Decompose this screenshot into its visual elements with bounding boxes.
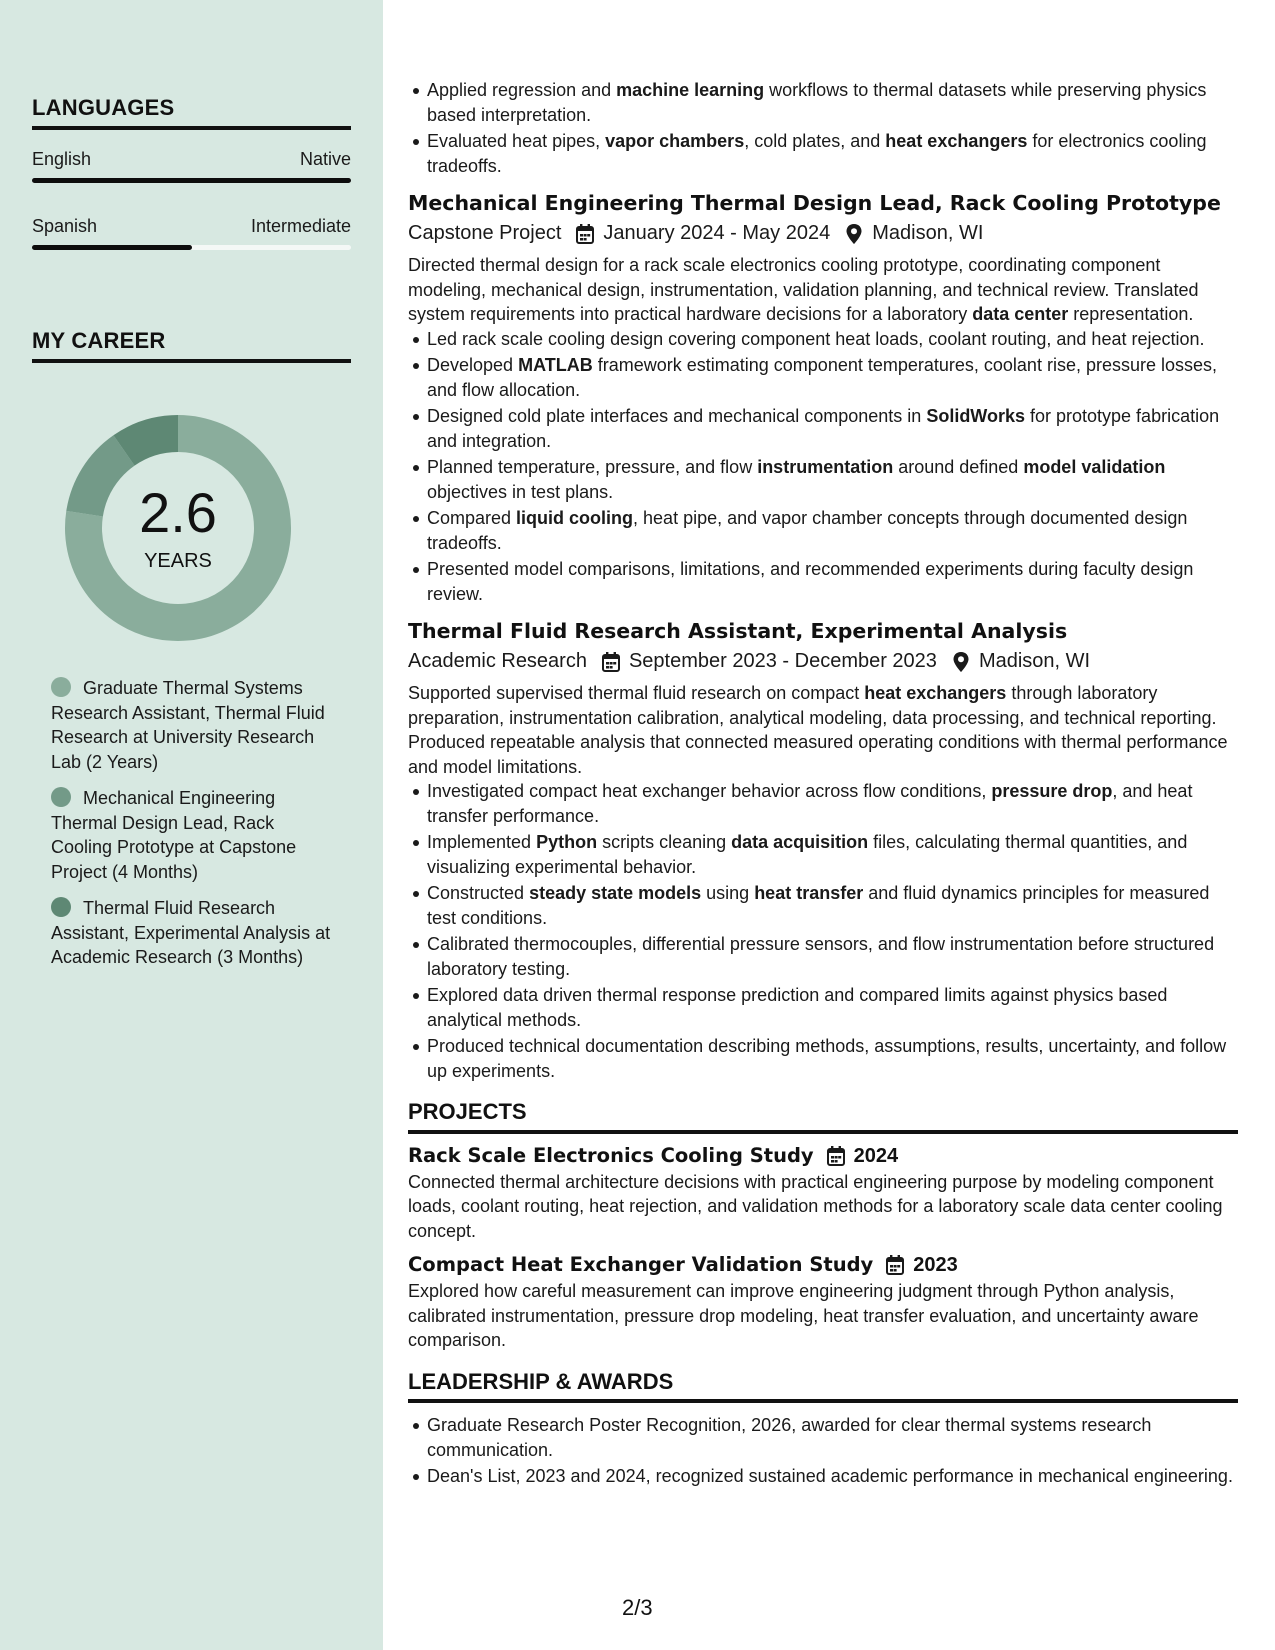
experience-list <box>408 189 1238 1083</box>
language-entry <box>32 149 351 183</box>
text-run: for prototype fabrication and integration. <box>427 406 1220 451</box>
award-item: Graduate Research Poster Recognition, 2026, awarded for clear thermal systems research communication. <box>427 1413 1238 1462</box>
project-title-row <box>408 1251 1238 1279</box>
keyword: MATLAB <box>518 355 593 375</box>
keyword: Python <box>536 832 598 852</box>
job-entry <box>408 189 1238 606</box>
bullet-item <box>427 932 1238 981</box>
language-list <box>32 149 351 250</box>
leadership-heading: LEADERSHIP & AWARDS <box>408 1370 1238 1404</box>
bullet-item <box>427 327 1238 352</box>
bullet-item <box>427 830 1238 879</box>
text-run: Investigated compact heat exchanger behavior across flow conditions, <box>427 781 992 801</box>
text-run: Presented model comparisons, limitations, and recommended experiments during faculty design review. <box>427 559 1194 604</box>
keyword: SolidWorks <box>926 406 1025 426</box>
job-title: Thermal Fluid Research Assistant, Experimental Analysis <box>408 619 1068 643</box>
keyword: heat exchangers <box>885 131 1028 151</box>
career-total-years: 2.6 <box>139 481 217 544</box>
bullet-item <box>427 1034 1238 1083</box>
bullet-item <box>427 129 1238 178</box>
text-run: Calibrated thermocouples, differential pressure sensors, and flow instrumentation before structured laboratory testing. <box>427 934 1215 979</box>
career-legend <box>51 676 331 982</box>
sidebar-content <box>32 95 351 363</box>
language-proficiency-bar <box>32 245 351 250</box>
text-run: through laboratory preparation, instrumentation calibration, analytical modeling, data processing, and technical reporting. Produced repeatable analysis that connected measured operating conditions with thermal performance and model limitations. <box>408 683 1228 777</box>
project-title: Compact Heat Exchanger Validation Study <box>408 1253 874 1276</box>
text-run: Explored data driven thermal response prediction and compared limits against physics based analytical methods. <box>427 985 1168 1030</box>
text-run: Developed <box>427 355 519 375</box>
text-run: and fluid dynamics principles for measured test conditions. <box>427 883 1210 928</box>
text-run: objectives in test plans. <box>427 481 614 502</box>
job-dates: September 2023 - December 2023 <box>628 650 937 672</box>
languages-heading: LANGUAGES <box>32 95 351 130</box>
project-entry <box>408 1142 1238 1244</box>
leadership-list <box>408 1413 1238 1489</box>
text-run: Directed thermal design for a rack scale electronics cooling prototype, coordinating component modeling, mechanical design, instrumentation, validation planning, and technical review. Translated system requirements into practical hardware decisions for a laboratory <box>408 255 1199 324</box>
projects-heading: PROJECTS <box>408 1100 1238 1134</box>
donut-center <box>64 414 292 642</box>
legend-dot-icon <box>51 787 71 807</box>
text-run: workflows to thermal datasets while preserving physics based interpretation. <box>427 80 1207 125</box>
job-bullet-list <box>408 779 1238 1083</box>
job-meta <box>408 219 1238 248</box>
career-total-unit: YEARS <box>144 550 212 572</box>
text-run: using <box>701 883 755 903</box>
career-legend-item <box>51 676 331 774</box>
text-run: Compared <box>427 508 517 528</box>
career-heading: MY CAREER <box>32 328 351 363</box>
project-description: Explored how careful measurement can improve engineering judgment through Python analysis, calibrated instrumentation, pressure drop modeling, heat transfer evaluation, and uncertainty aware comparison. <box>408 1281 1199 1350</box>
text-run: Constructed <box>427 883 530 903</box>
keyword: vapor chambers <box>605 131 745 151</box>
language-row <box>32 149 351 170</box>
job-dates: January 2024 - May 2024 <box>603 222 831 244</box>
job-location: Madison, WI <box>872 222 984 244</box>
sidebar <box>0 0 383 1650</box>
bullet-item <box>427 779 1238 828</box>
bullet-item <box>427 983 1238 1032</box>
keyword: data acquisition <box>731 832 869 852</box>
bullet-item <box>427 353 1238 402</box>
job-organization: Capstone Project <box>408 222 562 244</box>
text-run: Evaluated heat pipes, <box>427 131 606 151</box>
keyword: heat exchangers <box>864 683 1007 703</box>
text-run: Implemented <box>427 832 537 852</box>
language-proficiency-fill <box>32 178 351 183</box>
job-description <box>408 253 1238 327</box>
career-legend-text: Thermal Fluid Research Assistant, Experimental Analysis at Academic Research (3 Months) <box>51 898 331 967</box>
text-run: Led rack scale cooling design covering component heat loads, coolant routing, and heat rejection. <box>427 328 1205 349</box>
keyword: data center <box>972 304 1069 324</box>
keyword: pressure drop <box>991 781 1113 801</box>
calendar-icon <box>885 1254 905 1276</box>
career-legend-text: Mechanical Engineering Thermal Design Lead, Rack Cooling Prototype at Capstone Project (4 Months) <box>51 788 297 882</box>
career-legend-item <box>51 786 331 884</box>
project-year: 2024 <box>853 1144 899 1167</box>
language-name: Spanish <box>32 216 98 236</box>
project-year: 2023 <box>913 1254 958 1276</box>
award-item: Dean's List, 2023 and 2024, recognized sustained academic performance in mechanical engineering. <box>427 1464 1238 1489</box>
keyword: liquid cooling <box>516 508 634 528</box>
text-run: Planned temperature, pressure, and flow <box>427 457 758 477</box>
text-run: Produced technical documentation describing methods, assumptions, results, uncertainty, and follow up experiments. <box>427 1036 1227 1081</box>
project-entry <box>408 1251 1238 1353</box>
job-description <box>408 681 1238 779</box>
project-title-row <box>408 1142 1238 1170</box>
bullet-item <box>427 557 1238 606</box>
text-run: Applied regression and <box>427 80 617 100</box>
keyword: instrumentation <box>757 457 894 477</box>
project-title: Rack Scale Electronics Cooling Study <box>408 1143 814 1167</box>
text-run: around defined <box>893 457 1024 477</box>
bullet-item <box>427 404 1238 453</box>
keyword: model validation <box>1023 457 1166 477</box>
text-run: files, calculating thermal quantities, and visualizing experimental behavior. <box>427 832 1188 877</box>
language-proficiency-fill <box>32 245 192 250</box>
projects-list <box>408 1142 1238 1353</box>
job-location: Madison, WI <box>978 650 1091 672</box>
text-run: scripts cleaning <box>597 832 732 852</box>
keyword: steady state models <box>529 883 702 903</box>
main-content <box>408 78 1238 1491</box>
text-run: representation. <box>1068 304 1194 324</box>
job-organization: Academic Research <box>408 650 587 672</box>
calendar-icon <box>575 223 595 245</box>
bullet-item <box>427 881 1238 930</box>
job-title: Mechanical Engineering Thermal Design Lead, Rack Cooling Prototype <box>408 191 1221 215</box>
text-run: , heat pipe, and vapor chamber concepts through documented design tradeoffs. <box>427 508 1188 553</box>
job-bullet-list <box>408 327 1238 607</box>
text-run: , cold plates, and <box>744 131 886 151</box>
language-level: Native <box>299 149 351 169</box>
career-legend-item <box>51 896 331 970</box>
calendar-icon <box>826 1145 846 1167</box>
language-proficiency-bar <box>32 178 351 183</box>
career-legend-text: Graduate Thermal Systems Research Assistant, Thermal Fluid Research at University Research Lab (2 Years) <box>51 678 325 772</box>
bullet-item <box>427 506 1238 555</box>
text-run: Supported supervised thermal fluid research on compact <box>408 683 865 703</box>
language-level: Intermediate <box>250 216 351 236</box>
career-donut-chart <box>64 414 292 642</box>
text-run: framework estimating component temperatures, coolant rise, pressure losses, and flow allocation. <box>427 355 1218 400</box>
job-meta <box>408 647 1238 676</box>
text-run: Designed cold plate interfaces and mechanical components in <box>427 406 927 426</box>
legend-dot-icon <box>51 677 71 697</box>
text-run: for electronics cooling tradeoffs. <box>427 131 1207 176</box>
language-entry <box>32 216 351 250</box>
location-pin-icon <box>951 651 971 673</box>
continued-bullet-list <box>408 78 1238 178</box>
language-row <box>32 216 351 237</box>
job-entry <box>408 617 1238 1083</box>
language-name: English <box>32 149 92 169</box>
calendar-icon <box>601 651 621 673</box>
legend-dot-icon <box>51 897 71 917</box>
location-pin-icon <box>844 223 864 245</box>
keyword: machine learning <box>616 80 765 100</box>
keyword: heat transfer <box>754 883 864 903</box>
text-run: , and heat transfer performance. <box>427 781 1193 826</box>
page-number: 2/3 <box>622 1595 653 1620</box>
project-description: Connected thermal architecture decisions with practical engineering purpose by modeling component loads, coolant routing, heat rejection, and validation methods for a laboratory scale data center cooling concept. <box>408 1171 1223 1241</box>
bullet-item <box>427 455 1238 504</box>
bullet-item <box>427 78 1238 127</box>
